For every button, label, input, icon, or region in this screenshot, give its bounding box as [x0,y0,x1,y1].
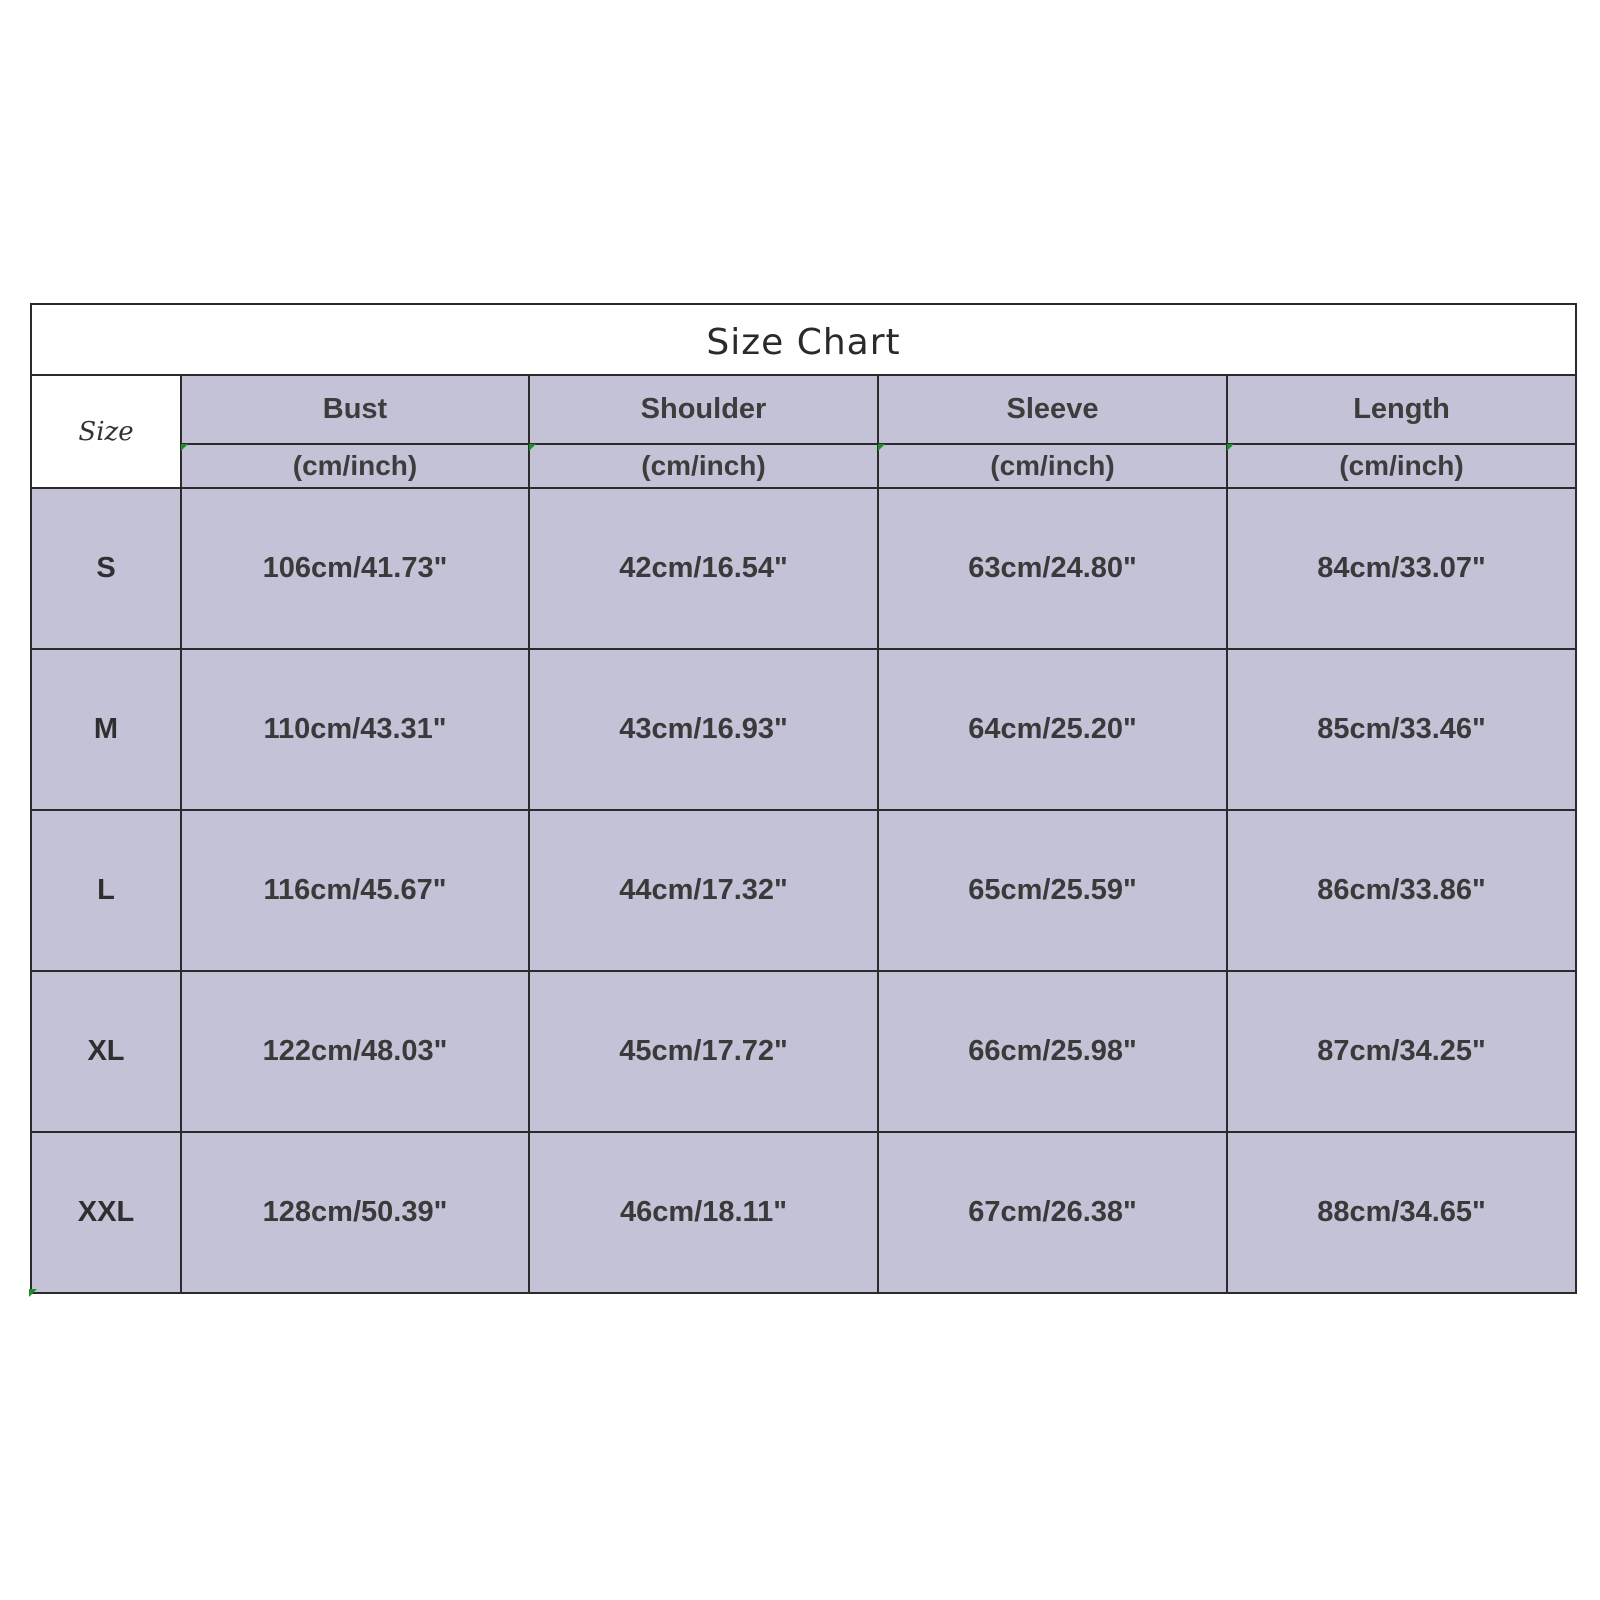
sleeve-value: 65cm/25.59" [878,810,1227,971]
column-header-sleeve: Sleeve [878,375,1227,444]
size-chart-table [30,303,1577,1294]
size-label: S [31,488,181,649]
unit-text: (cm/inch) [292,450,418,481]
bust-value: 110cm/43.31" [181,649,529,810]
column-header-shoulder: Shoulder [529,375,878,444]
length-value: 85cm/33.46" [1227,649,1576,810]
unit-label-sleeve [878,444,1227,488]
shoulder-value: 46cm/18.11" [529,1132,878,1293]
size-label: XL [31,971,181,1132]
bust-value: 128cm/50.39" [181,1132,529,1293]
sleeve-value: 66cm/25.98" [878,971,1227,1132]
column-header-length: Length [1227,375,1576,444]
shoulder-value: 42cm/16.54" [529,488,878,649]
cell-marker [878,444,885,451]
bust-value: 106cm/41.73" [181,488,529,649]
sleeve-value: 67cm/26.38" [878,1132,1227,1293]
unit-label-bust [181,444,529,488]
size-label: XXL [31,1132,181,1293]
bust-value: 116cm/45.67" [181,810,529,971]
cell-marker [529,444,536,451]
length-value: 84cm/33.07" [1227,488,1576,649]
unit-text: (cm/inch) [990,450,1115,481]
cell-marker [181,444,188,451]
corner-marker [29,1289,37,1297]
unit-label-length [1227,444,1576,488]
size-label: M [31,649,181,810]
column-header-bust: Bust [181,375,529,444]
table-row [31,649,1576,810]
shoulder-value: 45cm/17.72" [529,971,878,1132]
table-row [31,971,1576,1132]
cell-marker [1227,444,1234,451]
length-value: 88cm/34.65" [1227,1132,1576,1293]
unit-text: (cm/inch) [641,450,766,481]
bust-value: 122cm/48.03" [181,971,529,1132]
unit-text: (cm/inch) [1339,450,1464,481]
table-row [31,488,1576,649]
table-row [31,1132,1576,1293]
sleeve-value: 63cm/24.80" [878,488,1227,649]
chart-title: Size Chart [31,304,1576,375]
size-column-header: Size [31,375,181,488]
length-value: 87cm/34.25" [1227,971,1576,1132]
table-row [31,810,1576,971]
unit-label-shoulder [529,444,878,488]
shoulder-value: 44cm/17.32" [529,810,878,971]
shoulder-value: 43cm/16.93" [529,649,878,810]
length-value: 86cm/33.86" [1227,810,1576,971]
sleeve-value: 64cm/25.20" [878,649,1227,810]
size-label: L [31,810,181,971]
